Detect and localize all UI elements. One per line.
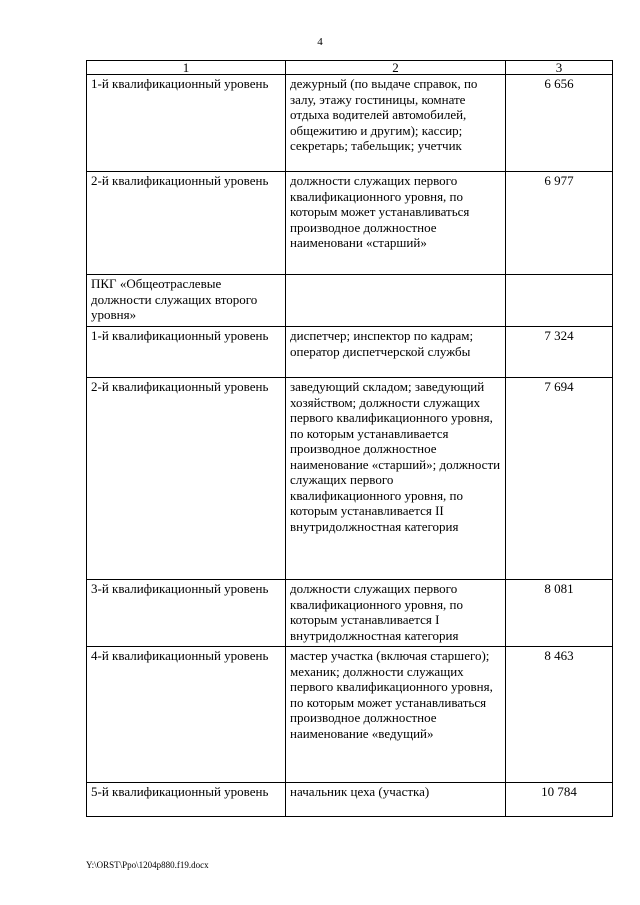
positions-cell: заведующий складом; заведующий хозяйством; должности служащих первого квалификационного уровня, по которым устанавливается производное должностное наименование «старший»; должности служащих первого квалификационного уровня, по которым устанавливается II внутридолжностная категория [286,378,506,580]
positions-cell: должности служащих первого квалификационного уровня, по которым устанавливается I внутридолжностная категория [286,580,506,647]
level-cell: ПКГ «Общеотраслевые должности служащих второго уровня» [87,275,286,327]
table-row [87,647,613,783]
table-row [87,75,613,172]
table-row [87,327,613,378]
table-row [87,378,613,580]
salary-cell: 10 784 [506,783,613,817]
positions-cell: диспетчер; инспектор по кадрам; оператор диспетчерской службы [286,327,506,378]
positions-cell: должности служащих первого квалификационного уровня, по которым может устанавливаться производное должностное наименовани «старший» [286,172,506,275]
column-header: 3 [506,61,613,75]
level-cell: 2-й квалификационный уровень [87,172,286,275]
positions-cell [286,275,506,327]
salary-cell: 8 081 [506,580,613,647]
salary-cell: 8 463 [506,647,613,783]
table-header-row [87,61,613,75]
positions-cell: начальник цеха (участка) [286,783,506,817]
table-row [87,275,613,327]
level-cell: 1-й квалификационный уровень [87,327,286,378]
page-number: 4 [317,36,323,48]
level-cell: 1-й квалификационный уровень [87,75,286,172]
positions-cell: мастер участка (включая старшего); механик; должности служащих первого квалификационного уровня, по которым может устанавливаться производное должностное наименование «ведущий» [286,647,506,783]
level-cell: 5-й квалификационный уровень [87,783,286,817]
salary-cell: 6 977 [506,172,613,275]
salary-cell: 7 324 [506,327,613,378]
footer-file-path: Y:\ORST\Ppo\1204p880.f19.docx [86,860,209,870]
table-row [87,172,613,275]
level-cell: 3-й квалификационный уровень [87,580,286,647]
level-cell: 2-й квалификационный уровень [87,378,286,580]
salary-cell [506,275,613,327]
salary-cell: 6 656 [506,75,613,172]
column-header: 2 [286,61,506,75]
table-row [87,580,613,647]
salary-cell: 7 694 [506,378,613,580]
level-cell: 4-й квалификационный уровень [87,647,286,783]
salary-table [86,60,613,817]
positions-cell: дежурный (по выдаче справок, по залу, этажу гостиницы, комнате отдыха водителей автомобилей, общежитию и другим); кассир; секретарь; табельщик; учетчик [286,75,506,172]
column-header: 1 [87,61,286,75]
table-row [87,783,613,817]
